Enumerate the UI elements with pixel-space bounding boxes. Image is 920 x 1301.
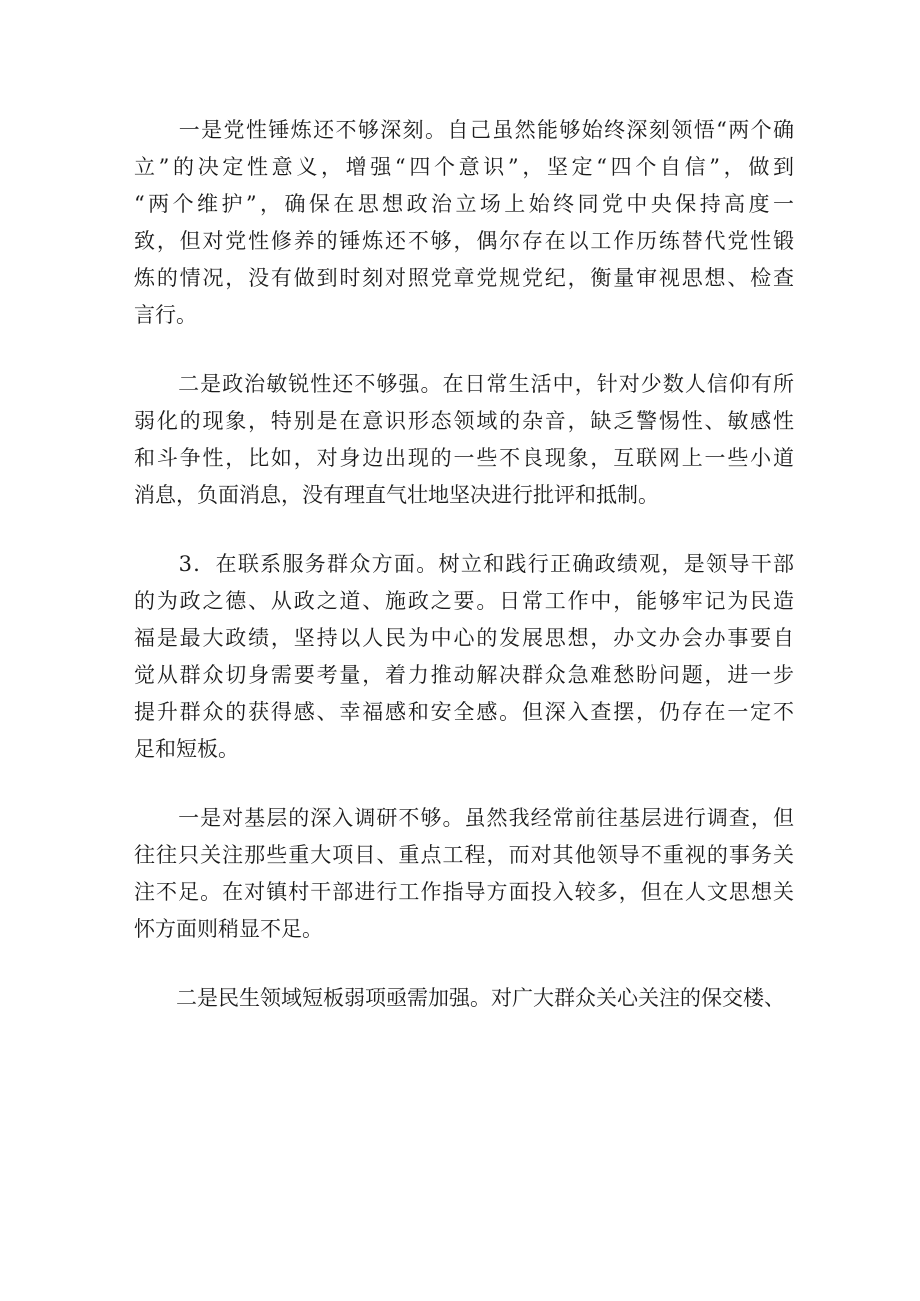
text-line: 一是对基层的深入调研不够。虽然我经常前往基层进行调查，但 (134, 806, 794, 830)
text-line: 弱化的现象，特别是在意识形态领域的杂音，缺乏警惕性、敏感性 (134, 409, 794, 433)
paragraph-gap (134, 948, 794, 980)
paragraph-grassroots-research (134, 800, 794, 948)
text-line: 觉从群众切身需要考量，着力推动解决群众急难愁盼问题，进一步 (134, 663, 794, 687)
text-line: 和斗争性，比如，对身边出现的一些不良现象，互联网上一些小道 (134, 446, 794, 470)
text-line: 福是最大政绩，坚持以人民为中心的发展思想，办文办会办事要自 (134, 626, 794, 650)
text-line: 言行。 (134, 303, 197, 327)
text-line: 提升群众的获得感、幸福感和安全感。但深入查摆，仍存在一定不 (134, 700, 794, 724)
text-line: 足和短板。 (134, 737, 239, 761)
text-line: 立”的决定性意义，增强“四个意识”，坚定“四个自信”，做到 (134, 155, 794, 179)
text-line: 炼的情况，没有做到时刻对照党章党规党纪，衡量审视思想、检查 (134, 266, 794, 290)
text-line: 的为政之德、从政之道、施政之要。日常工作中，能够牢记为民造 (134, 589, 794, 613)
text-line: 注不足。在对镇村干部进行工作指导方面投入较多，但在人文思想关 (134, 880, 794, 904)
text-line: 二是政治敏锐性还不够强。在日常生活中，针对少数人信仰有所 (134, 372, 794, 396)
text-line: 一是党性锤炼还不够深刻。自己虽然能够始终深刻领悟“两个确 (134, 118, 794, 142)
paragraph-gap (134, 334, 794, 366)
text-line: 致，但对党性修养的锤炼还不够，偶尔存在以工作历练替代党性锻 (134, 229, 794, 253)
text-line: 怀方面则稍显不足。 (134, 917, 323, 941)
paragraph-gap (134, 768, 794, 800)
paragraph-serving-masses (134, 546, 794, 768)
text-line: 消息，负面消息，没有理直气壮地坚决进行批评和抵制。 (134, 483, 659, 507)
paragraph-livelihood (134, 980, 794, 1017)
paragraph-political-sensitivity (134, 366, 794, 514)
text-line: 二是民生领域短板弱项亟需加强。对广大群众关心关注的保交楼、 (134, 986, 785, 1010)
paragraph-party-spirit (134, 112, 794, 334)
text-line: 3．在联系服务群众方面。树立和践行正确政绩观，是领导干部 (134, 552, 794, 576)
text-line: “两个维护”，确保在思想政治立场上始终同党中央保持高度一 (134, 192, 794, 216)
paragraph-gap (134, 514, 794, 546)
text-line: 往往只关注那些重大项目、重点工程，而对其他领导不重视的事务关 (134, 843, 794, 867)
document-body (134, 112, 794, 1017)
